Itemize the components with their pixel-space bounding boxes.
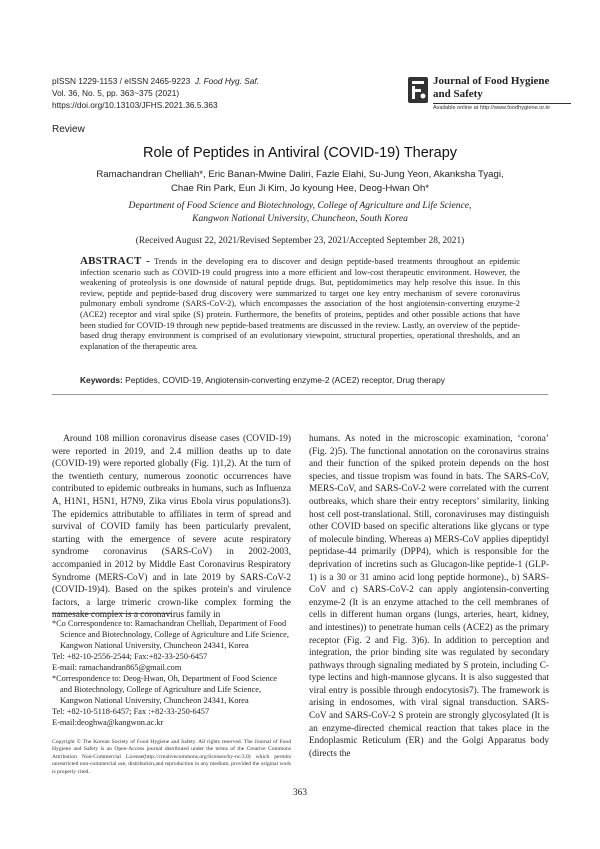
- volume-line: Vol. 36, No. 5, pp. 363~375 (2021): [52, 88, 180, 98]
- email-address[interactable]: E-mail: ramachandran865@gmail.com: [52, 663, 182, 672]
- abstract: [80, 256, 520, 352]
- body-column-left: [52, 433, 291, 622]
- journal-logo-title: Journal of Food Hygiene and Safety: [433, 75, 550, 100]
- keywords: [80, 375, 520, 385]
- keywords-label: Keywords:: [80, 375, 123, 385]
- journal-availability: Available online at http://www.foodhygiene.or.kr: [433, 105, 551, 111]
- affiliation: Department of Food Science and Biotechnology, College of Agriculture and Life Science, Kangwon National University, Chuncheon, South Korea: [128, 200, 472, 224]
- footnote-divider: [52, 613, 172, 614]
- journal-logo-icon: [407, 76, 429, 104]
- received-dates: (Received August 22, 2021/Revised September 23, 2021/Accepted September 28, 2021): [135, 236, 465, 246]
- keywords-text: Peptides, COVID-19, Angiotensin-converting enzyme-2 (ACE2) receptor, Drug therapy: [125, 375, 445, 385]
- body-column-right: [309, 433, 549, 760]
- abstract-text: Trends in the developing era to discover and design peptide-based treatments throughout an epidemic infection scenario such as COVID-19 could progress into a more efficient and low-cost therapeutic environment. However, the weakening of proteolysis is one downside of natural peptide drugs. But, peptidomimetics may help resolve this issue. In this review, peptide and peptide-based drug discovery were summarized to target one key entry mechanism of severe coronavirus pulmonary emboli syndrome (SARS-CoV-2), which encompasses the association of the host angiotensin-converting enzyme-2 (ACE2) receptor and viral spike (S) protein. Furthermore, the benefits of proteins, peptides and other possible actions that have been studied for COVID-19 through new peptide-based treatments are discussed in the review. Lastly, an overview of the peptide-based drug therapy environment is comprised of an evolutionary viewpoint, structural properties, operational thresholds, and an explanation of the therapeutic area.: [80, 257, 521, 351]
- correspondence-footnotes: [52, 618, 291, 728]
- journal-meta: [52, 75, 259, 111]
- email-address[interactable]: E-mail:deoghwa@kangwon.ac.kr: [52, 718, 164, 727]
- article-type: Review: [52, 124, 85, 135]
- author-list: Ramachandran Chelliah*, Eric Banan-Mwine Daliri, Fazle Elahi, Su-Jung Yeon, Akanksha Tyagi, Chae Rin Park, Eun Ji Kim, Jo kyoung Hee, Deog-Hwan Oh*: [96, 169, 504, 194]
- journal-logo: [407, 74, 577, 122]
- body-paragraph: Around 108 million coronavirus disease cases (COVID-19) were reported in 2019, and 2.4 million deaths up to date (COVID-19) were reported globally (Fig. 1)1,2). At the turn of the twentieth century, numerous zoonotic occurrences have contributed to epidemic outbreaks in humans, such as Influenza A, H1N1, H5N1, H7N9, Zika virus Ebola virus populations3). The epidemics attributable to affiliates in term of spread and survival of COVID family has been particularly prevalent, starting with the emergence of severe acute respiratory syndrome coronavirus (SARS-CoV) in 2002-2003, accompanied in 2012 by Middle East Coronavirus Respiratory Syndrome (MERS-CoV) and in late 2019 by SARS-CoV-2 (COVID-19)4). Based on the spikes protein's and virulence factors, a large trimeric crown-like complex forming the namesake complex is a coronavirus family in: [52, 434, 291, 621]
- keywords-divider: [52, 394, 548, 395]
- issn-line: pISSN 1229-1153 / eISSN 2465-9223: [52, 76, 191, 86]
- footnote-correspondence-2: *Correspondence to: Deog-Hwan, Oh, Department of Food Science and Biotechnology, College of Agriculture and Life Science, Kangwon National University, Chuncheon 24341, Korea Tel: +82-10-5118-6457; Fax :+82-33-250-6457 E-mail:deoghwa@kangwon.ac.kr: [52, 673, 291, 728]
- copyright-notice: Copyright © The Korean Society of Food Hygiene and Safety. All rights reserved. The Journal of Food Hygiene and Safety is an Open-Access journal distributed under the terms of the Creative Commons Attribution Non-Commercial License(http://creativecommons.org/licenses/by-nc/3.0) which permits unrestricted non-commercial use, distribution,and reproduction in any medium, provided the original work is properly cited.: [52, 739, 291, 775]
- body-paragraph: humans. As noted in the microscopic examination, ‘corona’ (Fig. 2)5). The functional annotation on the coronavirus strains and their function of the spiked protein depends on the host species, and tissue tropism was found in bats. The SARS-CoV, MERS-CoV, and SARS-CoV-2 were correlated with the current outbreaks, which share their entry receptors’ similarity, linking host cell post-translational. Still, coronaviruses may distinguish other COVID based on specific alterations like glycans or type of molecule binding. Whereas a) MERS-CoV applies dipeptidyl peptidase-44 primarily (DPP4), which is responsible for the deprivation of incretins such as Glucagon-like peptide-1 (GLP-1) is a 30 or 31 amino acid long peptide hormone)., b) SARS-CoV and c) SARS-CoV-2 can apply angiotensin-converting enzyme-2 (It is an enzyme attached to the cell membranes of cells in different human organs (lungs, arteries, heart, kidney, and intestines)) to penetrate human cells (ACE2) as the primary receptor (Fig. 2 and Fig. 3)6). In addition to perception and integration, the prior binding site was regulated by secondary pathways through signaling mediated by S protein, including C-type lectins and high-mannose glycans. It is also suggested that viral entry is possible through endocytosis7). The framework is arising in endosomes, with viral signal transduction. SARS-CoV and SARS-CoV-2 S protein are strongly glycosylated (It is an enzyme-directed chemical reaction that takes place in the Endoplasmic Reticulum (ER) and the Golgi Apparatus body (directs the: [309, 434, 549, 759]
- page-number: 363: [293, 788, 307, 798]
- logo-divider: [433, 103, 571, 104]
- footnote-correspondence-1: *Co Correspondence to: Ramachandran Chelliah, Department of Food Science and Biotechnology, College of Agriculture and Life Science, Kangwon National University, Chuncheon 24341, Korea Tel: +82-10-2556-2544; Fax:+82-33-250-6457 E-mail: ramachandran865@gmail.com: [52, 618, 291, 673]
- paper-title: Role of Peptides in Antiviral (COVID-19) Therapy: [142, 145, 458, 161]
- abstract-heading: ABSTRACT -: [80, 255, 151, 267]
- doi-link[interactable]: https://doi.org/10.13103/JFHS.2021.36.5.363: [52, 100, 218, 110]
- journal-abbreviation: J. Food Hyg. Saf.: [194, 76, 259, 86]
